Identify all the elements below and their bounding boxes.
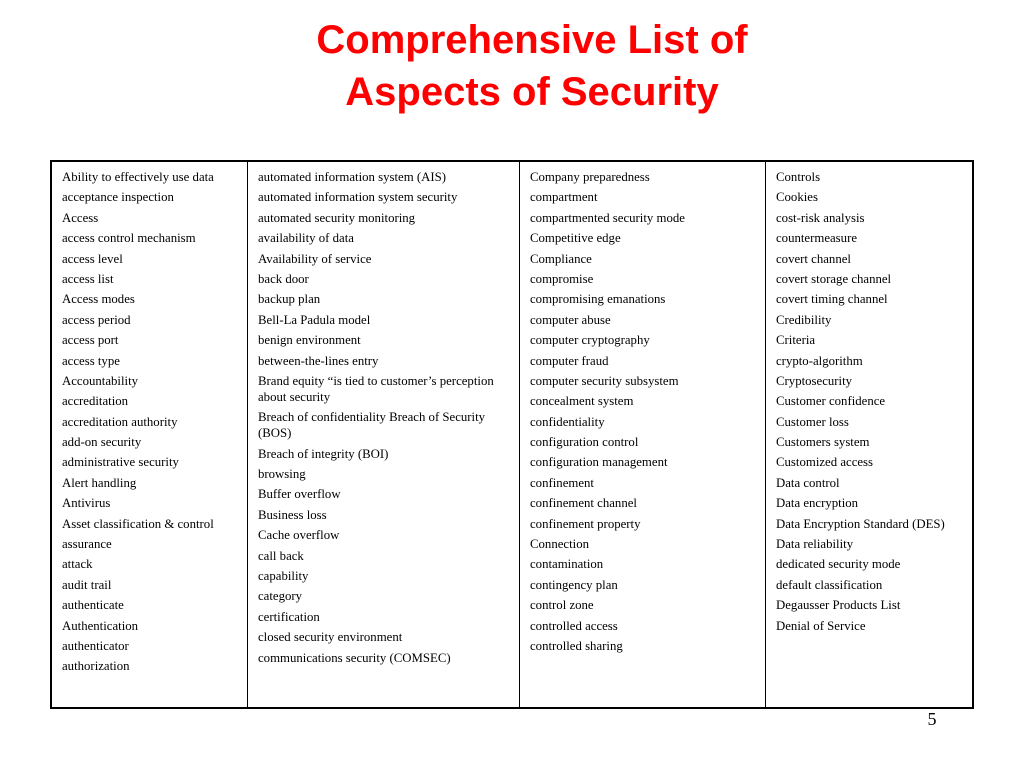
list-item: availability of data	[258, 231, 354, 246]
list-item: Competitive edge	[530, 231, 621, 246]
term-list	[258, 169, 515, 666]
list-item: Breach of confidentiality Breach of Security (BOS)	[258, 410, 486, 441]
list-item: Customers system	[776, 435, 870, 450]
list-item: contamination	[530, 557, 604, 572]
table-column-1	[52, 162, 247, 707]
list-item: cost-risk analysis	[776, 210, 865, 225]
list-item: add-on security	[62, 435, 142, 450]
list-item: confidentiality	[530, 414, 605, 429]
list-item: covert storage channel	[776, 271, 892, 286]
list-item: authorization	[62, 659, 130, 674]
list-item: Denial of Service	[776, 618, 866, 633]
aspects-table	[50, 160, 974, 709]
table-column-4	[765, 162, 972, 707]
list-item: dedicated security mode	[776, 557, 901, 572]
list-item: Controls	[776, 170, 821, 184]
list-item: Authentication	[62, 618, 139, 633]
list-item: Criteria	[776, 333, 816, 348]
list-item: Compliance	[530, 251, 592, 266]
list-item: Cryptosecurity	[776, 373, 853, 388]
list-item: Customer confidence	[776, 394, 886, 409]
list-item: communications security (COMSEC)	[258, 650, 451, 665]
list-item: assurance	[62, 537, 112, 552]
list-item: default classification	[776, 577, 883, 592]
list-item: Credibility	[776, 312, 832, 327]
list-item: Business loss	[258, 507, 327, 522]
list-item: compromise	[530, 271, 594, 286]
table-column-3	[519, 162, 765, 707]
list-item: compartmented security mode	[530, 210, 685, 225]
list-item: Asset classification & control	[62, 516, 214, 531]
list-item: Data control	[776, 475, 840, 490]
list-item: Cookies	[776, 190, 818, 205]
list-item: covert timing channel	[776, 292, 888, 307]
list-item: attack	[62, 557, 93, 572]
list-item: computer fraud	[530, 353, 609, 368]
list-item: Availability of service	[258, 251, 372, 266]
list-item: audit trail	[62, 577, 112, 592]
list-item: capability	[258, 569, 309, 584]
title-line-2: Aspects of Security	[345, 70, 719, 114]
list-item: accreditation authority	[62, 414, 178, 429]
list-item: compartment	[530, 190, 598, 205]
list-item: backup plan	[258, 292, 321, 307]
list-item: automated information system security	[258, 190, 458, 205]
list-item: automated security monitoring	[258, 210, 416, 225]
list-item: Breach of integrity (BOI)	[258, 446, 389, 461]
list-item: Buffer overflow	[258, 487, 341, 502]
list-item: crypto-algorithm	[776, 353, 863, 368]
list-item: certification	[258, 609, 320, 624]
slide-title	[0, 14, 1024, 118]
list-item: Antivirus	[62, 496, 111, 511]
term-list	[530, 169, 761, 654]
list-item: Data reliability	[776, 537, 854, 552]
list-item: Access modes	[62, 292, 135, 307]
list-item: Brand equity “is tied to customer’s perception about security	[258, 373, 494, 404]
list-item: Alert handling	[62, 475, 137, 490]
list-item: confinement channel	[530, 496, 637, 511]
list-item: controlled sharing	[530, 638, 623, 653]
list-item: countermeasure	[776, 231, 858, 246]
list-item: access period	[62, 312, 131, 327]
list-item: benign environment	[258, 333, 361, 348]
list-item: Degausser Products List	[776, 598, 901, 613]
term-list	[62, 169, 243, 674]
list-item: covert channel	[776, 251, 851, 266]
list-item: authenticate	[62, 598, 124, 613]
list-item: access level	[62, 251, 123, 266]
table-column-2	[247, 162, 519, 707]
term-list	[776, 169, 968, 634]
list-item: computer security subsystem	[530, 373, 679, 388]
list-item: Customer loss	[776, 414, 849, 429]
list-item: Ability to effectively use data	[62, 170, 214, 184]
list-item: Data encryption	[776, 496, 859, 511]
list-item: Company preparedness	[530, 170, 650, 184]
list-item: configuration control	[530, 435, 639, 450]
list-item: Accountability	[62, 373, 139, 388]
list-item: confinement	[530, 475, 594, 490]
list-item: authenticator	[62, 638, 129, 653]
list-item: Customized access	[776, 455, 874, 470]
list-item: acceptance inspection	[62, 190, 174, 205]
list-item: browsing	[258, 467, 306, 482]
list-item: access list	[62, 271, 114, 286]
list-item: administrative security	[62, 455, 179, 470]
list-item: computer cryptography	[530, 333, 650, 348]
list-item: Access	[62, 210, 99, 225]
list-item: category	[258, 589, 303, 604]
list-item: confinement property	[530, 516, 641, 531]
list-item: controlled access	[530, 618, 618, 633]
list-item: between-the-lines entry	[258, 353, 379, 368]
list-item: call back	[258, 548, 304, 563]
list-item: control zone	[530, 598, 594, 613]
list-item: closed security environment	[258, 630, 403, 645]
list-item: computer abuse	[530, 312, 611, 327]
list-item: automated information system (AIS)	[258, 170, 447, 184]
list-item: access port	[62, 333, 119, 348]
list-item: access control mechanism	[62, 231, 196, 246]
list-item: compromising emanations	[530, 292, 666, 307]
list-item: contingency plan	[530, 577, 618, 592]
list-item: concealment system	[530, 394, 634, 409]
list-item: access type	[62, 353, 120, 368]
list-item: Data Encryption Standard (DES)	[776, 516, 945, 531]
list-item: Bell-La Padula model	[258, 312, 371, 327]
list-item: back door	[258, 271, 309, 286]
title-line-1: Comprehensive List of	[316, 18, 748, 62]
list-item: accreditation	[62, 394, 129, 409]
list-item: Connection	[530, 537, 589, 552]
list-item: Cache overflow	[258, 528, 340, 543]
list-item: configuration management	[530, 455, 668, 470]
slide-number: 5	[927, 709, 937, 729]
